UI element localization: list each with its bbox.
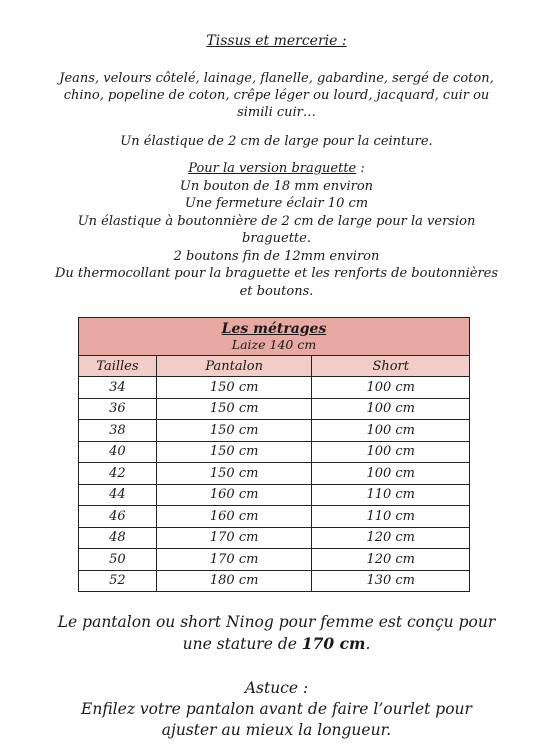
- fly-item: Un bouton de 18 mm environ: [179, 178, 374, 194]
- table-title: Les métrages: [221, 320, 327, 337]
- fly-item: et boutons.: [239, 283, 314, 299]
- trousers-cell: 150 cm: [156, 398, 312, 420]
- column-header-trousers: Pantalon: [156, 356, 312, 377]
- section-title: Tissus et mercerie :: [206, 33, 347, 49]
- table-row: [79, 441, 470, 463]
- size-cell: 40: [79, 441, 157, 463]
- stature-height: 170 cm: [301, 634, 366, 653]
- tip-line-1: Enfilez votre pantalon avant de faire l’ourlet pour: [81, 700, 472, 718]
- table-row: [79, 570, 470, 592]
- table-row: [79, 527, 470, 549]
- stature-prefix: une stature de: [182, 635, 302, 653]
- table-row: [79, 398, 470, 420]
- yardage-table: [78, 317, 470, 592]
- shorts-cell: 120 cm: [312, 527, 470, 549]
- table-title-row: [79, 318, 470, 356]
- shorts-cell: 100 cm: [312, 420, 470, 442]
- shorts-cell: 110 cm: [312, 484, 470, 506]
- table-row: [79, 506, 470, 528]
- fly-item: braguette.: [242, 231, 311, 246]
- column-header-row: [79, 356, 470, 377]
- table-row: [79, 549, 470, 571]
- fly-version-heading-line: [25, 160, 528, 178]
- fly-item: Un élastique à boutonnière de 2 cm de large pour la version: [77, 213, 476, 229]
- shorts-cell: 100 cm: [312, 377, 470, 399]
- fabric-line: chino, popeline de coton, crêpe léger ou lourd, jacquard, cuir ou: [63, 88, 490, 103]
- trousers-cell: 150 cm: [156, 377, 312, 399]
- table-row: [79, 377, 470, 399]
- tip-heading: Astuce :: [244, 679, 309, 697]
- shorts-cell: 130 cm: [312, 570, 470, 592]
- column-header-shorts: Short: [312, 356, 470, 377]
- fabric-line: Jeans, velours côtelé, lainage, flanelle, gabardine, sergé de coton,: [59, 71, 494, 86]
- table-row: [79, 463, 470, 485]
- trousers-cell: 180 cm: [156, 570, 312, 592]
- size-cell: 48: [79, 527, 157, 549]
- size-cell: 36: [79, 398, 157, 420]
- stature-line-2: [0, 633, 553, 655]
- table-title-cell: [79, 318, 470, 356]
- fly-item: 2 boutons fin de 12mm environ: [173, 248, 380, 264]
- shorts-cell: 120 cm: [312, 549, 470, 571]
- table-row: [79, 420, 470, 442]
- size-cell: 38: [79, 420, 157, 442]
- fabric-list: [28, 70, 525, 121]
- size-cell: 52: [79, 570, 157, 592]
- fly-version-heading-colon: :: [356, 161, 365, 176]
- size-cell: 44: [79, 484, 157, 506]
- size-cell: 50: [79, 549, 157, 571]
- table-subtitle: Laize 140 cm: [231, 336, 317, 352]
- fly-version-heading: Pour la version braguette: [188, 161, 357, 176]
- size-cell: 46: [79, 506, 157, 528]
- trousers-cell: 170 cm: [156, 549, 312, 571]
- stature-note: [0, 611, 553, 655]
- fly-item: Une fermeture éclair 10 cm: [184, 196, 369, 211]
- fly-item: Du thermocollant pour la braguette et les renforts de boutonnières: [54, 266, 499, 281]
- trousers-cell: 150 cm: [156, 420, 312, 442]
- trousers-cell: 160 cm: [156, 484, 312, 506]
- tip-line-2: ajuster au mieux la longueur.: [161, 721, 392, 739]
- shorts-cell: 100 cm: [312, 441, 470, 463]
- fabric-line: simili cuir…: [237, 105, 316, 120]
- shorts-cell: 100 cm: [312, 463, 470, 485]
- shorts-cell: 110 cm: [312, 506, 470, 528]
- fly-version-block: [25, 160, 528, 300]
- stature-suffix: .: [365, 635, 371, 653]
- column-header-sizes: Tailles: [79, 356, 157, 377]
- trousers-cell: 150 cm: [156, 463, 312, 485]
- size-cell: 42: [79, 463, 157, 485]
- stature-line-1: Le pantalon ou short Ninog pour femme est conçu pour: [57, 613, 496, 631]
- tip-block: [0, 678, 553, 741]
- trousers-cell: 160 cm: [156, 506, 312, 528]
- shorts-cell: 100 cm: [312, 398, 470, 420]
- elastic-note: Un élastique de 2 cm de large pour la ceinture.: [120, 134, 433, 149]
- table-row: [79, 484, 470, 506]
- trousers-cell: 150 cm: [156, 441, 312, 463]
- trousers-cell: 170 cm: [156, 527, 312, 549]
- size-cell: 34: [79, 377, 157, 399]
